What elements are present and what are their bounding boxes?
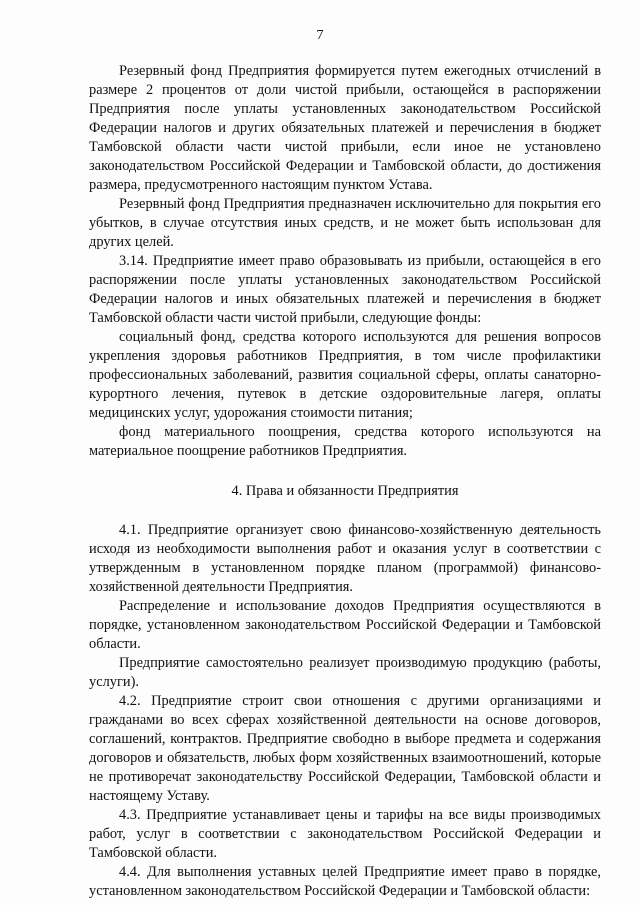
paragraph-income-distribution: Распределение и использование доходов Предприятия осуществляются в порядке, установленном законодательством Российской Федерации и Тамбовской области. — [89, 598, 601, 652]
document-body — [89, 62, 601, 901]
paragraph-4-3: 4.3. Предприятие устанавливает цены и тарифы на все виды производимых работ, услуг в соответствии с законодательством Российской Федерации и Тамбовской области. — [89, 807, 601, 861]
page-number: 7 — [316, 28, 324, 43]
paragraph-social-fund: социальный фонд, средства которого используются для решения вопросов укрепления здоровья работников Предприятия, в том числе профилактики профессиональных заболеваний, развития социальной сферы, оплаты санаторно-курортного лечения, путевок в детские оздоровительные лагеря, оплаты медицинских услуг, удорожания стоимости питания; — [89, 329, 601, 421]
paragraph-3-14: 3.14. Предприятие имеет право образовывать из прибыли, остающейся в его распоряжении после уплаты установленных законодательством Российской Федерации налогов и иных обязательных платежей и перечисления в бюджет Тамбовской области части чистой прибыли, следующие фонды: — [89, 253, 601, 326]
spacer — [89, 501, 601, 521]
paragraph-4-2: 4.2. Предприятие строит свои отношения с другими организациями и гражданами во всех сферах хозяйственной деятельности на основе договоров, соглашений, контрактов. Предприятие свободно в выборе предмета и содержания договоров и обязательств, любых форм хозяйственных взаимоотношений, которые не противоречат законодательству Российской Федерации, Тамбовской области и настоящему Уставу. — [89, 693, 601, 804]
paragraph-reserve-fund-purpose: Резервный фонд Предприятия предназначен исключительно для покрытия его убытков, в случае отсутствия иных средств, и не может быть использован для других целей. — [89, 196, 601, 250]
paragraph-product-sales: Предприятие самостоятельно реализует производимую продукцию (работы, услуги). — [89, 655, 601, 690]
paragraph-incentive-fund: фонд материального поощрения, средства которого используются на материальное поощрение работников Предприятия. — [89, 424, 601, 459]
paragraph-4-1: 4.1. Предприятие организует свою финансово-хозяйственную деятельность исходя из необходимости выполнения работ и оказания услуг в соответствии с утвержденным в установленном порядке планом (программой) финансово-хозяйственной деятельности Предприятия. — [89, 522, 601, 595]
spacer — [89, 461, 601, 482]
section-heading: 4. Права и обязанности Предприятия — [231, 483, 459, 499]
paragraph-reserve-fund-formation: Резервный фонд Предприятия формируется путем ежегодных отчислений в размере 2 процентов от доли чистой прибыли, остающейся в распоряжении Предприятия после уплаты установленных законодательством Российской Федерации налогов и других обязательных платежей и перечисления в бюджет Тамбовской области части чистой прибыли, если иное не установлено законодательством Российской Федерации и Тамбовской области, до достижения размера, предусмотренного настоящим пунктом Устава. — [89, 63, 601, 193]
paragraph-4-4: 4.4. Для выполнения уставных целей Предприятие имеет право в порядке, установленном законодательством Российской Федерации и Тамбовской области: — [89, 864, 601, 899]
